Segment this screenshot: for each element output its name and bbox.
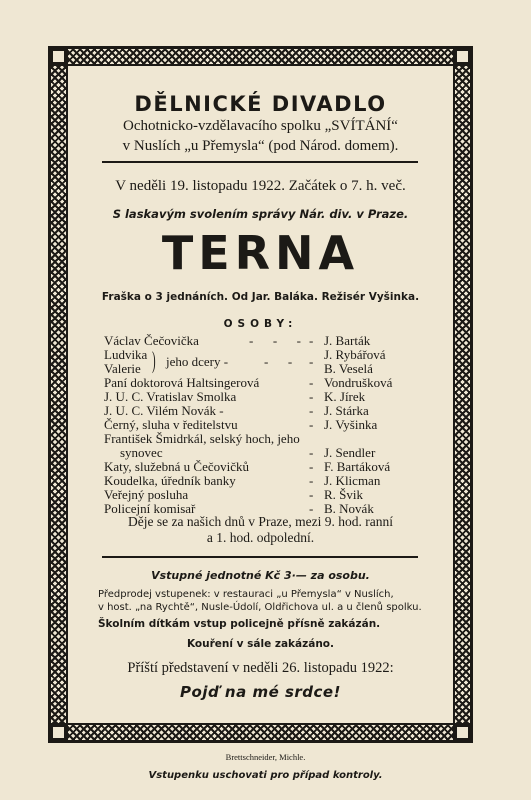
cast-dash: - [309, 459, 314, 474]
cast-actor: J. Klicman [324, 473, 381, 488]
next-show-line: Příští představení v neděli 26. listopadu 1922: [127, 660, 394, 676]
cast-dash: - [309, 445, 314, 460]
cast-row [104, 474, 434, 488]
cast-dash: - [309, 417, 314, 432]
cast-dash: - [309, 473, 314, 488]
cast-dots: - - [264, 354, 293, 369]
border-corner [51, 725, 66, 740]
border-bottom-ornament [51, 723, 470, 740]
cast-role: Paní doktorová Haltsingerová [104, 375, 260, 390]
cast-actor: B. Novák [324, 501, 374, 516]
presale-line: Předprodej vstupenek: v restauraci „u Přemysla“ v Nuslích, [98, 589, 394, 600]
cast-role: Ludvika [104, 347, 148, 362]
cast-dash: - [309, 403, 314, 418]
cast-list [104, 334, 434, 516]
scene-note: Děje se za našich dnů v Praze, mezi 9. hod. ranní [127, 514, 394, 529]
no-smoking-notice: Kouření v sále zakázáno. [186, 638, 335, 650]
cast-actor: R. Švik [324, 487, 364, 502]
cast-actor: J. Rybářová [324, 347, 386, 362]
cast-actor: Vondrušková [324, 375, 393, 390]
presale-line: v host. „na Rychtě“, Nusle-Údolí, Oldřichova ul. a u členů spolku. [98, 602, 422, 613]
cast-role: Černý, sluha v ředitelstvu [104, 417, 238, 432]
cast-row [104, 390, 434, 404]
scene-note: a 1. hod. odpolední. [206, 530, 315, 545]
cast-actor: B. Veselá [324, 361, 373, 376]
cast-dash: - [309, 333, 314, 348]
cast-role-note: jeho dcery - [166, 354, 229, 369]
cast-actor: F. Bartáková [324, 459, 391, 474]
border-corner [455, 725, 470, 740]
play-title: TERNA [161, 226, 360, 280]
cast-dash: - [309, 375, 314, 390]
cast-row [104, 432, 434, 446]
cast-actor: J. Vyšinka [324, 417, 378, 432]
cast-actor: K. Jírek [324, 389, 366, 404]
cast-row [104, 418, 434, 432]
cast-row [104, 446, 434, 460]
cast-role: J. U. C. Vratislav Smolka [104, 389, 237, 404]
location-line: v Nuslích „u Přemysla“ (pod Národ. domem). [122, 138, 399, 154]
cast-row [104, 488, 434, 502]
cast-role: František Šmidrkál, selský hoch, jeho [104, 431, 300, 446]
cast-dash: - [309, 354, 314, 369]
cast-role: Koudelka, úředník banky [104, 473, 236, 488]
next-show-title: Pojď na mé srdce! [180, 683, 341, 701]
association-line: Ochotnicko-vzdělavacího spolku „SVÍTÁNÍ“ [123, 118, 398, 134]
permission-line: S laskavým svolením správy Nár. div. v Praze. [112, 207, 409, 221]
cast-row-sisters [104, 348, 434, 376]
cast-row [104, 376, 434, 390]
admission-price: Vstupné jednotné Kč 3·— za osobu. [151, 569, 370, 582]
border-top-ornament [51, 49, 470, 66]
border-left-ornament [51, 49, 68, 740]
cast-role: Katy, služebná u Čečovičků [104, 459, 249, 474]
cast-role: Valerie [104, 361, 141, 376]
date-line: V neděli 19. listopadu 1922. Začátek o 7. h. več. [115, 178, 406, 194]
cast-role: synovec [120, 445, 163, 460]
cast-heading: OSOBY: [223, 318, 298, 330]
cast-actor-group [324, 348, 386, 376]
cast-role: Václav Čečovička [104, 333, 199, 348]
border-corner [51, 49, 66, 64]
cast-actor: J. Stárka [324, 403, 369, 418]
cast-dash: - [309, 501, 314, 516]
border-right-ornament [453, 49, 470, 740]
cast-actor: J. Sendler [324, 445, 376, 460]
divider [102, 161, 418, 163]
cast-row [104, 404, 434, 418]
ticket-note: Vstupenku uschovati pro případ kontroly. [148, 770, 383, 781]
no-children-notice: Školním dítkám vstup policejně přísně zakázán. [98, 618, 381, 630]
cast-dash: - [309, 487, 314, 502]
cast-row [104, 460, 434, 474]
divider [102, 556, 418, 558]
border-corner [455, 49, 470, 64]
cast-role: J. U. C. Vilém Novák - [104, 403, 224, 418]
printer-credit: Brettschneider, Michle. [225, 752, 306, 762]
brace-glyph: ) [152, 348, 156, 374]
genre-line: Fraška o 3 jednáních. Od Jar. Baláka. Režisér Vyšinka. [101, 291, 420, 303]
cast-actor: J. Barták [324, 333, 371, 348]
cast-role: Policejní komisař [104, 501, 196, 516]
cast-dash: - [309, 389, 314, 404]
cast-role: Veřejný posluha [104, 487, 189, 502]
cast-dots: - - - [249, 333, 301, 348]
cast-row [104, 334, 434, 348]
theatre-name: DĚLNICKÉ DIVADLO [134, 92, 387, 116]
